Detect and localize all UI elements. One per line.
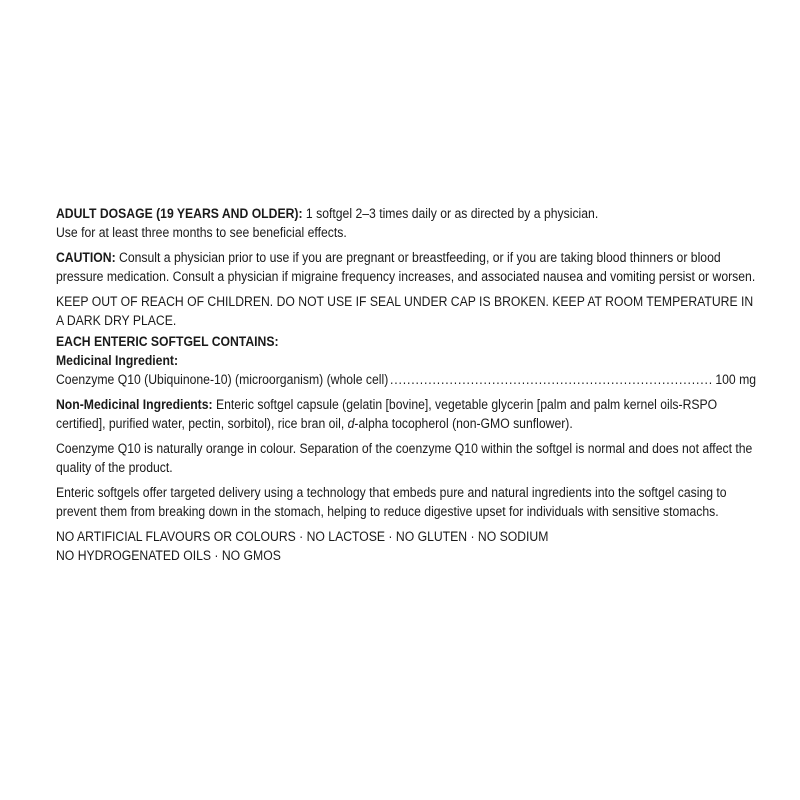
enteric-note: Enteric softgels offer targeted delivery using a technology that embeds pure and natural ingredients into the softgel casing to prevent them from breaking down in the stomach, helping to reduce digestive upset for individuals with sensitive stomachs.: [56, 485, 727, 520]
free-from-line-2: NO HYDROGENATED OILS · NO GMOS: [56, 548, 281, 564]
free-from-line-1: NO ARTIFICIAL FLAVOURS OR COLOURS · NO LACTOSE · NO GLUTEN · NO SODIUM: [56, 529, 549, 545]
non-medicinal-text-2: -alpha tocopherol (non-GMO sunflower).: [354, 416, 573, 432]
dosage-heading: ADULT DOSAGE (19 YEARS AND OLDER):: [56, 206, 303, 222]
colour-note: Coenzyme Q10 is naturally orange in colour. Separation of the coenzyme Q10 within the softgel is normal and does not affect the quality of the product.: [56, 441, 753, 476]
caution-section: [56, 249, 756, 287]
contains-heading: EACH ENTERIC SOFTGEL CONTAINS:: [56, 334, 279, 350]
non-medicinal-section: [56, 396, 756, 434]
free-from-claims: [56, 528, 756, 566]
dosage-text: 1 softgel 2–3 times daily or as directed by a physician.: [302, 206, 599, 222]
storage-warning: KEEP OUT OF REACH OF CHILDREN. DO NOT USE IF SEAL UNDER CAP IS BROKEN. KEEP AT ROOM TEMPERATURE IN A DARK DRY PLACE.: [56, 294, 754, 329]
medicinal-ingredient-name: Coenzyme Q10 (Ubiquinone-10) (microorganism) (whole cell): [56, 372, 389, 388]
medicinal-ingredient-row: [56, 371, 756, 390]
leader-dots: [390, 371, 714, 390]
caution-heading: CAUTION:: [56, 250, 116, 266]
non-medicinal-italic: d: [347, 416, 355, 432]
non-medicinal-text-1: Enteric softgel capsule (gelatin [bovine], vegetable glycerin [palm and palm kernel oils-RSPO certified], purified water, pectin, sorbitol), rice bran oil,: [56, 397, 718, 432]
dosage-duration: Use for at least three months to see beneficial effects.: [56, 225, 347, 241]
caution-text: Consult a physician prior to use if you are pregnant or breastfeeding, or if you are taking blood thinners or blood pressure medication. Consult a physician if migraine frequency increases, and associated nausea and vomiting persist or worsen.: [56, 250, 756, 285]
medicinal-ingredient-amount: 100 mg: [715, 372, 757, 388]
non-medicinal-heading: Non-Medicinal Ingredients:: [56, 397, 213, 413]
medicinal-heading: Medicinal Ingredient:: [56, 353, 179, 369]
dosage-section: [56, 205, 756, 243]
product-label-text: [56, 205, 756, 566]
ingredients-section: [56, 333, 756, 390]
